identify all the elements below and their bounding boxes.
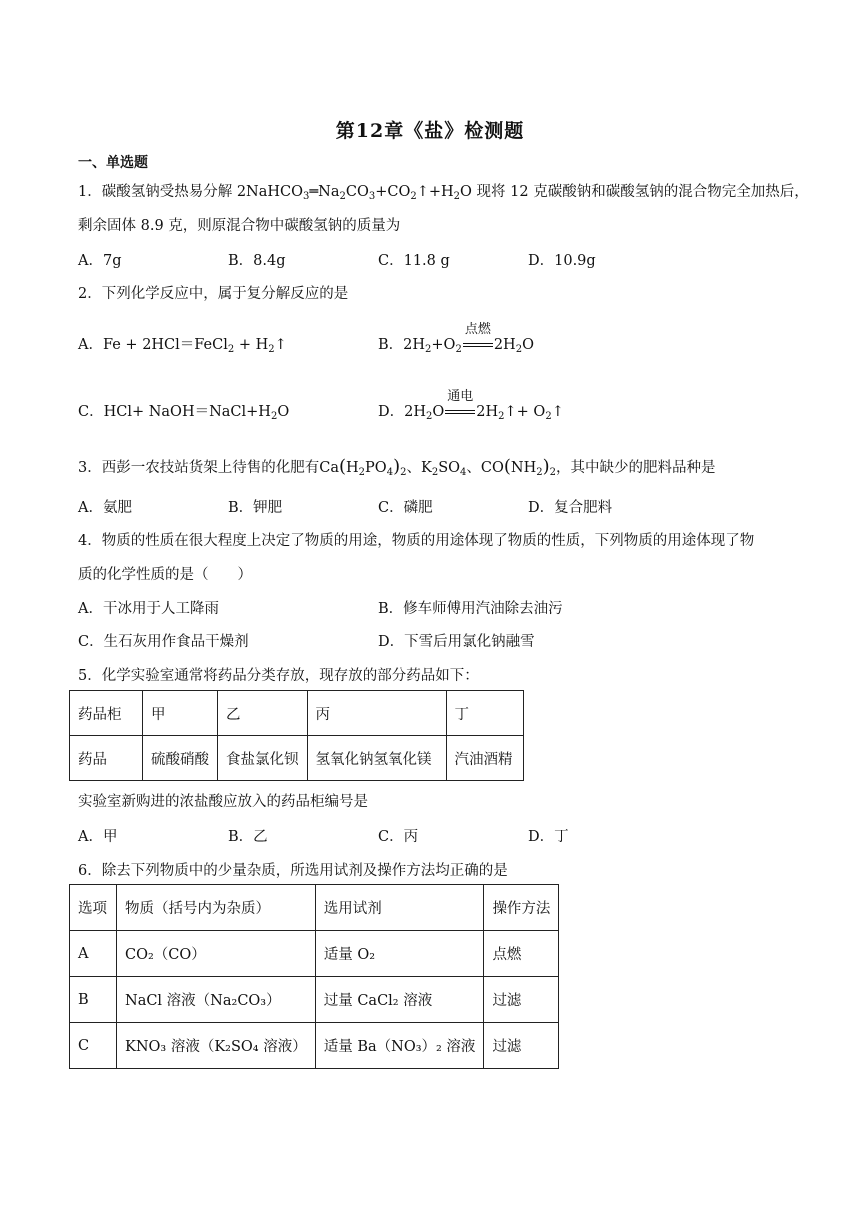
table-cell: NaCl 溶液（Na₂CO₃） xyxy=(117,977,316,1023)
table-cell: 适量 Ba（NO₃）₂ 溶液 xyxy=(315,1023,484,1069)
question-2-stem: 2．下列化学反应中，属于复分解反应的是 xyxy=(78,286,349,302)
table-row xyxy=(70,931,559,977)
table-header: 选用试剂 xyxy=(315,885,484,931)
table-row xyxy=(70,691,524,736)
medicine-cabinet-table xyxy=(69,690,524,781)
question-3-stem: 3．西彭一农技站货架上待售的化肥有$Ca(H_2PO_4)_2$、$K_2SO_4$、$CO(NH_2)_2$，其中缺少的肥料品种是 xyxy=(78,456,716,478)
question-1-line-2: 剩余固体 8.9 克，则原混合物中碳酸氢钠的质量为 xyxy=(78,218,401,234)
q3-option-d[interactable]: D．复合肥料 xyxy=(528,500,613,516)
table-cell: 过滤 xyxy=(484,977,559,1023)
q3-option-c[interactable]: C．磷肥 xyxy=(378,500,433,516)
table-cell: 丁 xyxy=(446,691,523,736)
table-cell: 硫酸硝酸 xyxy=(143,736,218,781)
table-cell: C xyxy=(70,1023,117,1069)
table-row xyxy=(70,736,524,781)
question-4-line-1: 4．物质的性质在很大程度上决定了物质的用途，物质的用途体现了物质的性质，下列物质的用途体现了物 xyxy=(78,533,755,549)
condition-ignite: 点燃 xyxy=(464,322,491,337)
table-cell: 点燃 xyxy=(484,931,559,977)
q1-option-d[interactable]: D．10.9g xyxy=(528,253,596,269)
q1-option-c[interactable]: C．11.8 g xyxy=(378,253,450,269)
table-cell: 乙 xyxy=(218,691,308,736)
q4-option-a[interactable]: A．干冰用于人工降雨 xyxy=(78,601,219,617)
q2-option-d[interactable]: D．$2H_2O$ 通电 $2H_2↑+$ $O_2↑$ xyxy=(378,400,564,421)
table-cell: 药品柜 xyxy=(70,691,143,736)
q4-option-c[interactable]: C．生石灰用作食品干燥剂 xyxy=(78,634,249,650)
q4-option-b[interactable]: B．修车师傅用汽油除去油污 xyxy=(378,601,563,617)
q5-option-a[interactable]: A．甲 xyxy=(78,829,118,845)
q3-option-b[interactable]: B．钾肥 xyxy=(228,500,283,516)
table-cell: 汽油酒精 xyxy=(446,736,523,781)
question-6-stem: 6．除去下列物质中的少量杂质，所选用试剂及操作方法均正确的是 xyxy=(78,863,508,879)
impurity-removal-table xyxy=(69,884,559,1069)
q5-option-c[interactable]: C．丙 xyxy=(378,829,419,845)
table-cell: 甲 xyxy=(143,691,218,736)
table-cell: 适量 O₂ xyxy=(315,931,484,977)
table-header: 操作方法 xyxy=(484,885,559,931)
q1-option-a[interactable]: A．7g xyxy=(78,253,122,269)
table-row xyxy=(70,1023,559,1069)
table-header: 物质（括号内为杂质） xyxy=(117,885,316,931)
q4-option-d[interactable]: D．下雪后用氯化钠融雪 xyxy=(378,634,535,650)
table-cell: 丙 xyxy=(307,691,446,736)
table-cell: 食盐氯化钡 xyxy=(218,736,308,781)
question-4-line-2: 质的化学性质的是（ ） xyxy=(78,567,252,583)
q2-option-c[interactable]: C．$HCl+ NaOH=NaCl+H_2O$ xyxy=(78,404,290,422)
table-cell: B xyxy=(70,977,117,1023)
q5-option-d[interactable]: D．丁 xyxy=(528,829,569,845)
table-header-row xyxy=(70,885,559,931)
q3-option-a[interactable]: A．氨肥 xyxy=(78,500,132,516)
table-cell: A xyxy=(70,931,117,977)
table-cell: 过滤 xyxy=(484,1023,559,1069)
question-1-line-1: 1．碳酸氢钠受热易分解 $2NaHCO_3═Na_2CO_3+CO_2↑+H_2O$ 现将 12 克碳酸钠和碳酸氢钠的混合物完全加热后， xyxy=(78,184,809,202)
q1-option-b[interactable]: B．8.4g xyxy=(228,253,286,269)
condition-electrolysis: 通电 xyxy=(447,389,474,404)
table-header: 选项 xyxy=(70,885,117,931)
table-cell: KNO₃ 溶液（K₂SO₄ 溶液） xyxy=(117,1023,316,1069)
table-cell: CO₂（CO） xyxy=(117,931,316,977)
page-title: 第12章《盐》检测题 xyxy=(335,120,525,142)
section-heading: 一、单选题 xyxy=(78,155,148,171)
table-cell: 氢氧化钠氢氧化镁 xyxy=(307,736,446,781)
table-cell: 药品 xyxy=(70,736,143,781)
question-5-stem: 5．化学实验室通常将药品分类存放，现存放的部分药品如下： xyxy=(78,668,479,684)
q2-option-a[interactable]: A．Fe + 2HCl＝FeCl$_2$ + $H_2↑$ xyxy=(78,337,287,355)
question-5-after: 实验室新购进的浓盐酸应放入的药品柜编号是 xyxy=(78,794,368,810)
q2-option-b[interactable]: B．$2H_2+O_2$ 点燃 $2H_2O$ xyxy=(378,333,534,354)
q5-option-b[interactable]: B．乙 xyxy=(228,829,268,845)
table-cell: 过量 CaCl₂ 溶液 xyxy=(315,977,484,1023)
table-row xyxy=(70,977,559,1023)
